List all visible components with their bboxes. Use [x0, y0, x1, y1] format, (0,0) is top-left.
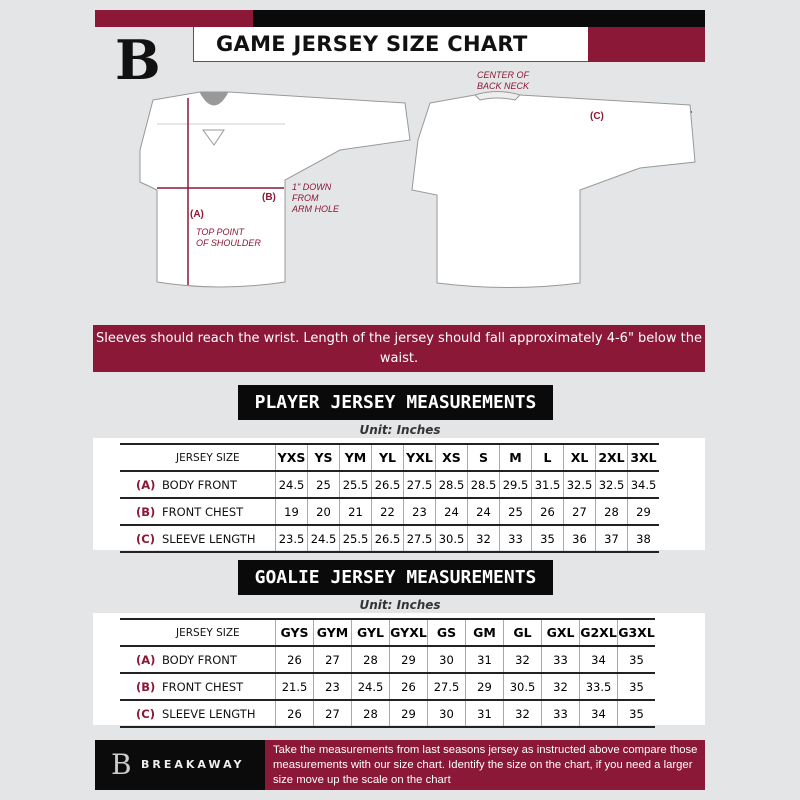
value-cell: 36: [564, 525, 596, 552]
table-row: [120, 700, 655, 727]
label-b-desc: 1" DOWN FROM ARM HOLE: [292, 182, 340, 214]
value-cell: 25.5: [340, 525, 372, 552]
row-label: [120, 471, 276, 498]
row-code: (B): [136, 679, 156, 694]
value-cell: 21.5: [276, 673, 314, 700]
table-row: [120, 498, 659, 525]
row-label: [120, 525, 276, 552]
value-cell: 31: [466, 700, 504, 727]
size-header-cell: GM: [466, 619, 504, 646]
footer-brand: [95, 740, 265, 790]
footer-brand-name: BREAKAWAY: [141, 758, 245, 771]
label-c: (C): [590, 111, 604, 122]
row-label: [120, 700, 276, 727]
size-header-label: JERSEY SIZE: [120, 444, 276, 471]
row-name: SLEEVE LENGTH: [162, 706, 256, 721]
value-cell: 32.5: [564, 471, 596, 498]
size-header-cell: XS: [436, 444, 468, 471]
value-cell: 24: [468, 498, 500, 525]
value-cell: 31: [466, 646, 504, 673]
value-cell: 25.5: [340, 471, 372, 498]
label-c-desc: CENTER OF BACK NECK: [477, 70, 530, 91]
value-cell: 26: [276, 646, 314, 673]
value-cell: 29: [466, 673, 504, 700]
value-cell: 23.5: [276, 525, 308, 552]
table-row: [120, 673, 655, 700]
row-code: (C): [136, 706, 155, 721]
value-cell: 28.5: [468, 471, 500, 498]
label-a-desc: TOP POINT OF SHOULDER: [196, 227, 261, 248]
table-row: [120, 646, 655, 673]
value-cell: 38: [628, 525, 660, 552]
value-cell: 34: [580, 700, 618, 727]
value-cell: 32: [468, 525, 500, 552]
value-cell: 30: [428, 646, 466, 673]
value-cell: 23: [314, 673, 352, 700]
value-cell: 24: [436, 498, 468, 525]
size-header-cell: GYXL: [390, 619, 428, 646]
value-cell: 22: [372, 498, 404, 525]
page-title: GAME JERSEY SIZE CHART: [216, 32, 528, 56]
value-cell: 28: [352, 646, 390, 673]
row-code: (C): [136, 531, 155, 546]
size-header-cell: G2XL: [580, 619, 618, 646]
row-code: (A): [136, 652, 156, 667]
goalie-size-table: [120, 618, 655, 728]
player-unit: Unit: Inches: [359, 423, 441, 437]
value-cell: 35: [618, 646, 656, 673]
size-header-cell: YXS: [276, 444, 308, 471]
value-cell: 19: [276, 498, 308, 525]
row-name: SLEEVE LENGTH: [162, 531, 256, 546]
value-cell: 24.5: [308, 525, 340, 552]
size-header-cell: GL: [504, 619, 542, 646]
size-header-cell: YL: [372, 444, 404, 471]
goalie-unit: Unit: Inches: [359, 598, 441, 612]
footer-instructions: Take the measurements from last seasons jersey as instructed above compare those measurements with our size chart. Identify the size on the chart, if you need a larger size move up the scale on the chart: [265, 740, 705, 790]
value-cell: 31.5: [532, 471, 564, 498]
size-header-row: [120, 444, 659, 471]
instruction-banner: Sleeves should reach the wrist. Length of the jersey should fall approximately 4-6" below the waist.: [93, 325, 705, 372]
size-header-cell: YM: [340, 444, 372, 471]
value-cell: 35: [618, 700, 656, 727]
value-cell: 29: [390, 646, 428, 673]
value-cell: 27.5: [404, 525, 436, 552]
brand-logo: B: [115, 28, 161, 92]
value-cell: 37: [596, 525, 628, 552]
row-code: (A): [136, 477, 156, 492]
player-section-title: PLAYER JERSEY MEASUREMENTS: [238, 385, 553, 420]
value-cell: 28: [596, 498, 628, 525]
value-cell: 25: [308, 471, 340, 498]
value-cell: 26: [532, 498, 564, 525]
value-cell: 35: [618, 673, 656, 700]
size-header-cell: M: [500, 444, 532, 471]
size-header-cell: GS: [428, 619, 466, 646]
size-header-cell: 2XL: [596, 444, 628, 471]
value-cell: 27: [564, 498, 596, 525]
value-cell: 32: [542, 673, 580, 700]
size-header-cell: YXL: [404, 444, 436, 471]
row-name: BODY FRONT: [162, 477, 237, 492]
size-header-cell: YS: [308, 444, 340, 471]
size-header-label: JERSEY SIZE: [120, 619, 276, 646]
value-cell: 34.5: [628, 471, 660, 498]
footer-logo: B: [111, 748, 132, 781]
value-cell: 26: [276, 700, 314, 727]
value-cell: 28.5: [436, 471, 468, 498]
size-header-row: [120, 619, 655, 646]
size-header-cell: G3XL: [618, 619, 656, 646]
value-cell: 28: [352, 700, 390, 727]
value-cell: 29.5: [500, 471, 532, 498]
value-cell: 25: [500, 498, 532, 525]
row-label: [120, 646, 276, 673]
row-name: FRONT CHEST: [162, 504, 244, 519]
jersey-diagram: [0, 0, 800, 320]
size-header-cell: XL: [564, 444, 596, 471]
value-cell: 34: [580, 646, 618, 673]
goalie-section-title: GOALIE JERSEY MEASUREMENTS: [238, 560, 553, 595]
size-header-cell: GYL: [352, 619, 390, 646]
value-cell: 26.5: [372, 471, 404, 498]
value-cell: 32.5: [596, 471, 628, 498]
row-label: [120, 498, 276, 525]
value-cell: 27: [314, 646, 352, 673]
row-name: BODY FRONT: [162, 652, 237, 667]
value-cell: 26: [390, 673, 428, 700]
value-cell: 33: [542, 646, 580, 673]
value-cell: 33: [542, 700, 580, 727]
size-header-cell: L: [532, 444, 564, 471]
size-header-cell: 3XL: [628, 444, 660, 471]
value-cell: 33: [500, 525, 532, 552]
player-size-table: [120, 443, 659, 553]
value-cell: 27.5: [404, 471, 436, 498]
value-cell: 30: [428, 700, 466, 727]
jersey-back: [412, 92, 695, 288]
value-cell: 27: [314, 700, 352, 727]
value-cell: 24.5: [276, 471, 308, 498]
value-cell: 21: [340, 498, 372, 525]
table-row: [120, 471, 659, 498]
size-header-cell: GYS: [276, 619, 314, 646]
value-cell: 27.5: [428, 673, 466, 700]
value-cell: 30.5: [504, 673, 542, 700]
value-cell: 30.5: [436, 525, 468, 552]
value-cell: 29: [628, 498, 660, 525]
row-name: FRONT CHEST: [162, 679, 244, 694]
value-cell: 23: [404, 498, 436, 525]
value-cell: 24.5: [352, 673, 390, 700]
label-b: (B): [262, 192, 276, 203]
table-row: [120, 525, 659, 552]
size-header-cell: GYM: [314, 619, 352, 646]
value-cell: 35: [532, 525, 564, 552]
value-cell: 29: [390, 700, 428, 727]
value-cell: 20: [308, 498, 340, 525]
row-label: [120, 673, 276, 700]
row-code: (B): [136, 504, 156, 519]
value-cell: 32: [504, 646, 542, 673]
value-cell: 26.5: [372, 525, 404, 552]
size-header-cell: S: [468, 444, 500, 471]
label-a: (A): [190, 209, 204, 220]
value-cell: 33.5: [580, 673, 618, 700]
jersey-front: [140, 92, 410, 287]
size-header-cell: GXL: [542, 619, 580, 646]
value-cell: 32: [504, 700, 542, 727]
